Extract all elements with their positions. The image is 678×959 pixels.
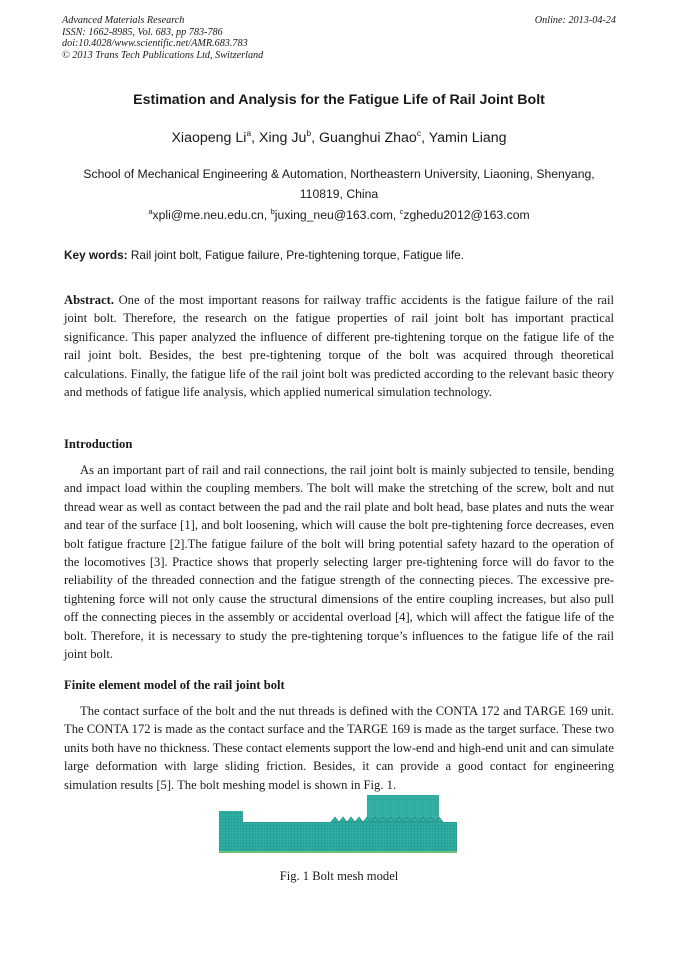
doi-line: doi:10.4028/www.scientific.net/AMR.683.783 bbox=[62, 38, 248, 50]
bolt-shank bbox=[243, 822, 457, 853]
nut-block bbox=[367, 795, 439, 821]
keywords-line bbox=[64, 248, 464, 262]
journal-header bbox=[62, 15, 616, 61]
email-address[interactable]: zghedu2012@163.com bbox=[403, 208, 530, 222]
email-mark: a bbox=[148, 207, 153, 216]
section-heading-fem: Finite element model of the rail joint bolt bbox=[64, 678, 285, 692]
keywords-label: Key words: bbox=[64, 248, 128, 262]
introduction-paragraph bbox=[64, 461, 614, 663]
author-list bbox=[0, 130, 678, 146]
fem-paragraph bbox=[64, 702, 614, 794]
abstract-text: One of the most important reasons for railway traffic accidents is the fatigue failure of the rail joint bolt. Therefore, the research on the fatigue properties of rail joint bolt has important practical significance. This paper analyzed the influence of different pre-tightening torque on the fatigue life of the rail joint bolt. Besides, the best pre-tightening torque of the bolt was acquired through theoretical calculations. Finally, the fatigue life of the rail joint bolt was predicted according to the relevant basic theory and methods of fatigue life analysis, which applied numerical simulation technology. bbox=[64, 293, 614, 400]
paragraph-text: As an important part of rail and rail connections, the rail joint bolt is mainly subjected to tensile, bending and impact load within the coupling members. The bolt will make the stretching of the screw, bolt and nut thread wear as well as contact between the pad and the rail plate and bolt head, base plates and nuts the wear and tear of the surface [1], and bolt loosening, which will cause the bolt pre-tightening force decreases, even bolt fatigue fracture [2].The fatigue failure of the bolt will bring potential safety hazard to the operation of the locomotives [3]. Practice shows that properly selecting larger pre-tightening force will do favor to the reliability of the threaded connection and the fatigue strength of the connecting pieces. The excessive pre-tightening force will not only cause the structural dimensions of the entire coupling increases, but also pull off the connecting pieces in the assembly or accidental overload [4], which will affect the fatigue life of the bolt. Therefore, it is necessary to study the pre-tightening torque’s influences to the fatigue life of the rail joint bolt. bbox=[64, 463, 614, 662]
author-separator: , bbox=[311, 130, 319, 146]
abstract bbox=[64, 291, 614, 401]
email-mark: b bbox=[270, 207, 275, 216]
online-date: Online: 2013-04-24 bbox=[534, 15, 616, 26]
email-mark: c bbox=[399, 207, 404, 216]
paragraph-text: The contact surface of the bolt and the nut threads is defined with the CONTA 172 and TARGE 169 unit. The CONTA 172 is made as the contact surface and the TARGE 169 is made as the target surface. These two units both have no thickness. These contact elements support the low-end and high-end unit and can simulate large deformation with large sliding friction. Besides, it can provide a good contact for engineering simulation results [5]. The bolt meshing model is shown in Fig. 1. bbox=[64, 704, 614, 792]
affiliation: School of Mechanical Engineering & Automation, Northeastern University, Liaoning, Shenyang, 110819, China bbox=[83, 167, 595, 201]
author-name: Xiaopeng Li bbox=[171, 130, 247, 146]
author-name: Yamin Liang bbox=[428, 130, 507, 146]
bolt-mesh-figure bbox=[219, 795, 457, 853]
copyright-line: © 2013 Trans Tech Publications Ltd, Switzerland bbox=[62, 49, 264, 61]
email-address[interactable]: xpli@me.neu.edu.cn bbox=[152, 208, 264, 222]
issn-line: ISSN: 1662-8985, Vol. 683, pp 783-786 bbox=[62, 26, 223, 38]
paper-title: Estimation and Analysis for the Fatigue Life of Rail Joint Bolt bbox=[133, 92, 545, 108]
author-mark: c bbox=[416, 128, 422, 138]
author-name: Xing Ju bbox=[259, 130, 307, 146]
email-list: $^a$xpli@me.neu.edu.cn, $^b$juxing_neu@163.com, $^c$zghedu2012@163.com bbox=[148, 207, 530, 222]
bolt-head bbox=[219, 811, 243, 853]
author-mark: b bbox=[306, 128, 312, 138]
author-name: Guanghui Zhao bbox=[319, 130, 417, 146]
author-separator: , bbox=[251, 130, 260, 146]
email-address[interactable]: juxing_neu@163.com bbox=[274, 208, 393, 222]
author-mark: a bbox=[246, 128, 252, 138]
journal-name: Advanced Materials Research bbox=[62, 15, 185, 26]
keywords-text: Rail joint bolt, Fatigue failure, Pre-tightening torque, Fatigue life. bbox=[127, 248, 464, 262]
figure-caption: Fig. 1 Bolt mesh model bbox=[279, 869, 399, 883]
abstract-label: Abstract. bbox=[64, 293, 115, 307]
author-separator: , bbox=[421, 130, 429, 146]
section-heading-introduction: Introduction bbox=[64, 437, 133, 451]
